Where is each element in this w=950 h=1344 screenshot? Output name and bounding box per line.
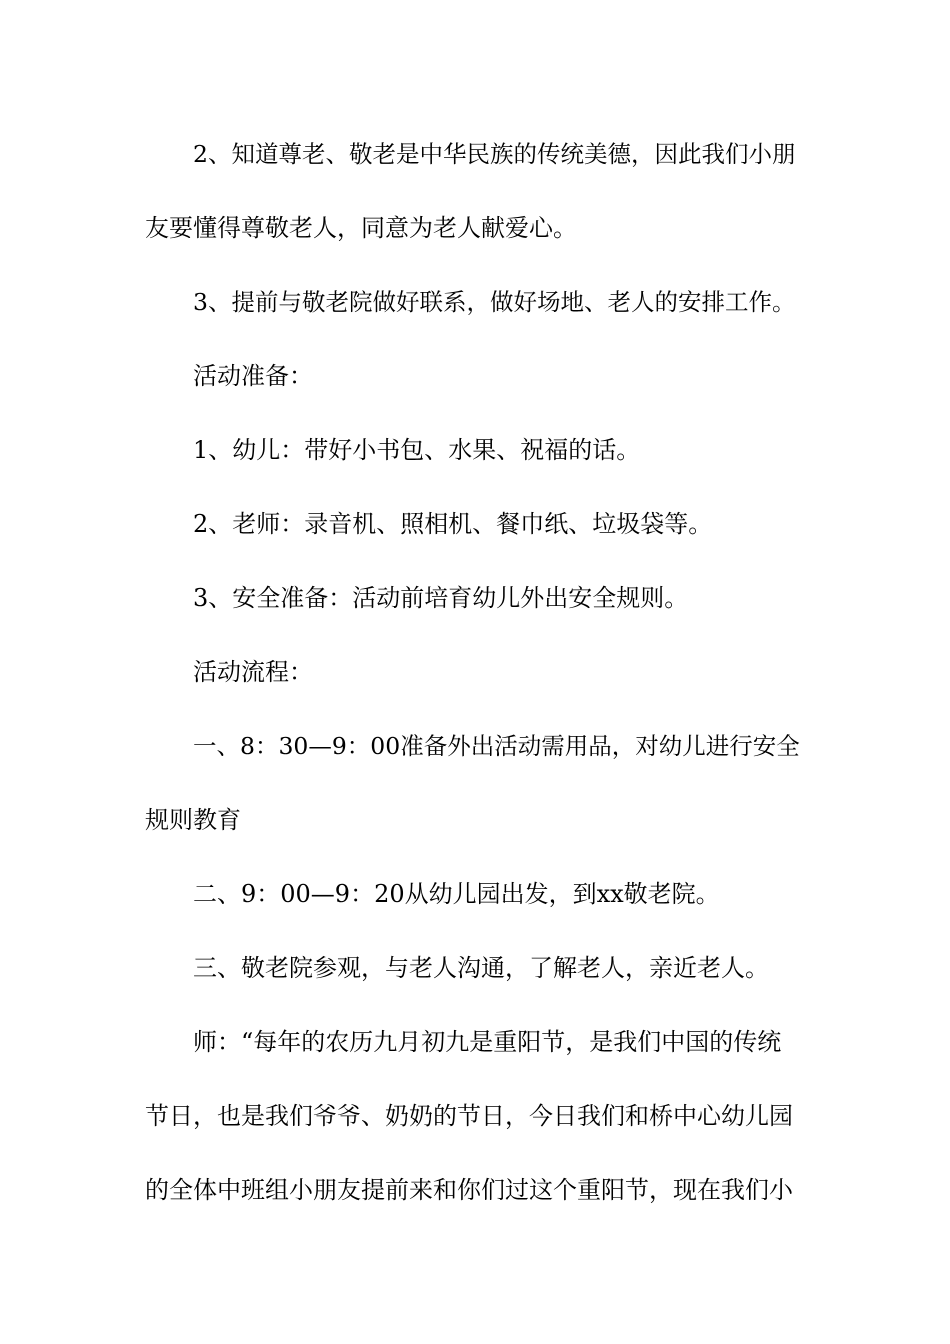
paragraph-teacher-speech-cont-2: 的全体中班组小朋友提前来和你们过这个重阳节，现在我们小 — [145, 1176, 793, 1204]
paragraph-step-1: 一、8：30—9：00准备外出活动需用品，对幼儿进行安全 — [193, 732, 800, 760]
paragraph-teacher-speech: 师：“每年的农历九月初九是重阳节，是我们中国的传统 — [193, 1028, 782, 1056]
paragraph-step-2: 二、9：00—9：20从幼儿园出发，到xx敬老院。 — [193, 880, 720, 908]
paragraph-step-1-cont: 规则教育 — [145, 806, 241, 834]
paragraph-prep-teacher: 2、老师：录音机、照相机、餐巾纸、垃圾袋等。 — [193, 510, 713, 538]
paragraph-teacher-speech-cont-1: 节日，也是我们爷爷、奶奶的节日，今日我们和桥中心幼儿园 — [145, 1102, 793, 1130]
paragraph-prep-safety: 3、安全准备：活动前培育幼儿外出安全规则。 — [193, 584, 689, 612]
heading-preparation: 活动准备： — [193, 362, 313, 390]
paragraph-goal-2: 2、知道尊老、敬老是中华民族的传统美德，因此我们小朋 — [193, 140, 796, 168]
paragraph-goal-2-cont: 友要懂得尊敬老人，同意为老人献爱心。 — [145, 214, 577, 242]
paragraph-step-3: 三、敬老院参观，与老人沟通，了解老人，亲近老人。 — [193, 954, 769, 982]
heading-process: 活动流程： — [193, 658, 313, 686]
paragraph-goal-3: 3、提前与敬老院做好联系，做好场地、老人的安排工作。 — [193, 288, 796, 316]
paragraph-prep-children: 1、幼儿：带好小书包、水果、祝福的话。 — [193, 436, 641, 464]
